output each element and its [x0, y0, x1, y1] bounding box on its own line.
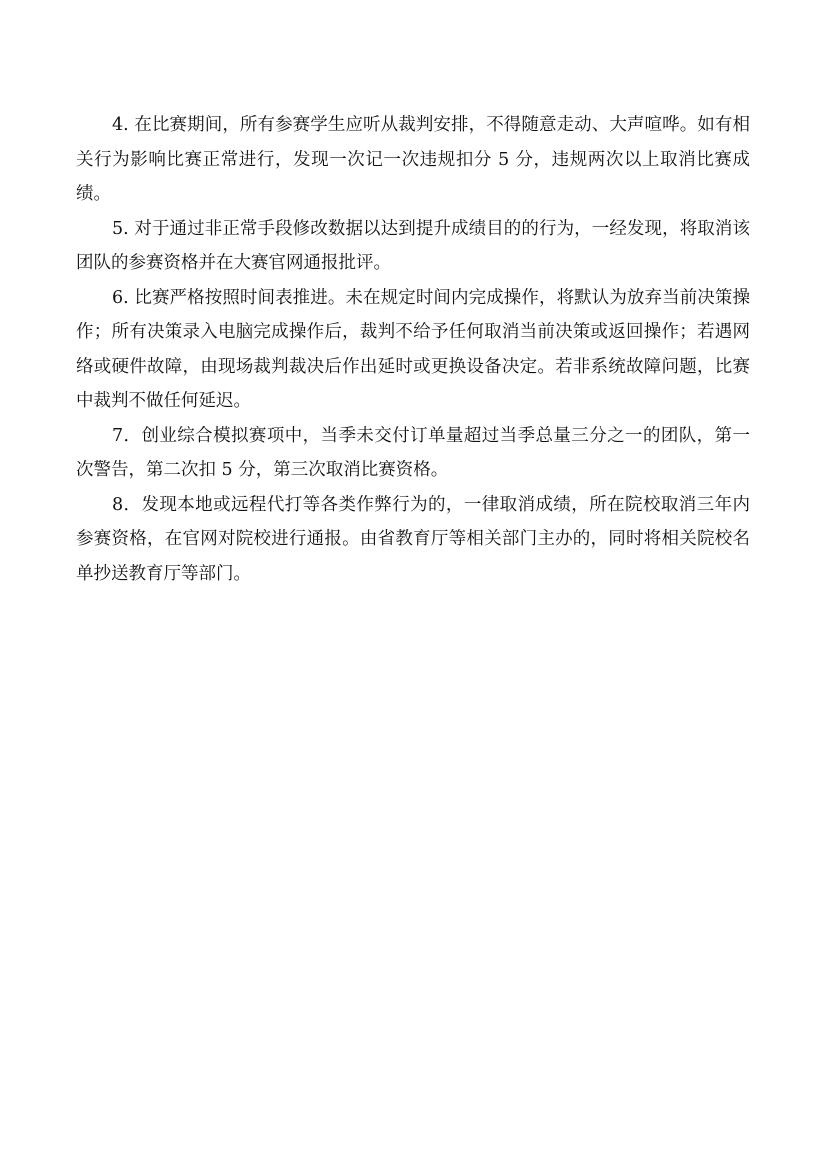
document-body — [76, 108, 750, 591]
rule-paragraph-7: 7．创业综合模拟赛项中，当季未交付订单量超过当季总量三分之一的团队，第一次警告，第二次扣 5 分，第三次取消比赛资格。 — [76, 425, 750, 480]
rule-paragraph-6: 6. 比赛严格按照时间表推进。未在规定时间内完成操作，将默认为放弃当前决策操作；所有决策录入电脑完成操作后，裁判不给予任何取消当前决策或返回操作；若遇网络或硬件故障，由现场裁判裁决后作出延时或更换设备决定。若非系统故障问题，比赛中裁判不做任何延迟。 — [76, 287, 750, 411]
rule-paragraph-8: 8．发现本地或远程代打等各类作弊行为的，一律取消成绩，所在院校取消三年内参赛资格，在官网对院校进行通报。由省教育厅等相关部门主办的，同时将相关院校名单抄送教育厅等部门。 — [76, 494, 750, 584]
rule-paragraph-5: 5. 对于通过非正常手段修改数据以达到提升成绩目的的行为，一经发现，将取消该团队的参赛资格并在大赛官网通报批评。 — [76, 218, 750, 273]
rule-paragraph-4: 4. 在比赛期间，所有参赛学生应听从裁判安排，不得随意走动、大声喧哗。如有相关行为影响比赛正常进行，发现一次记一次违规扣分 5 分，违规两次以上取消比赛成绩。 — [76, 115, 750, 204]
